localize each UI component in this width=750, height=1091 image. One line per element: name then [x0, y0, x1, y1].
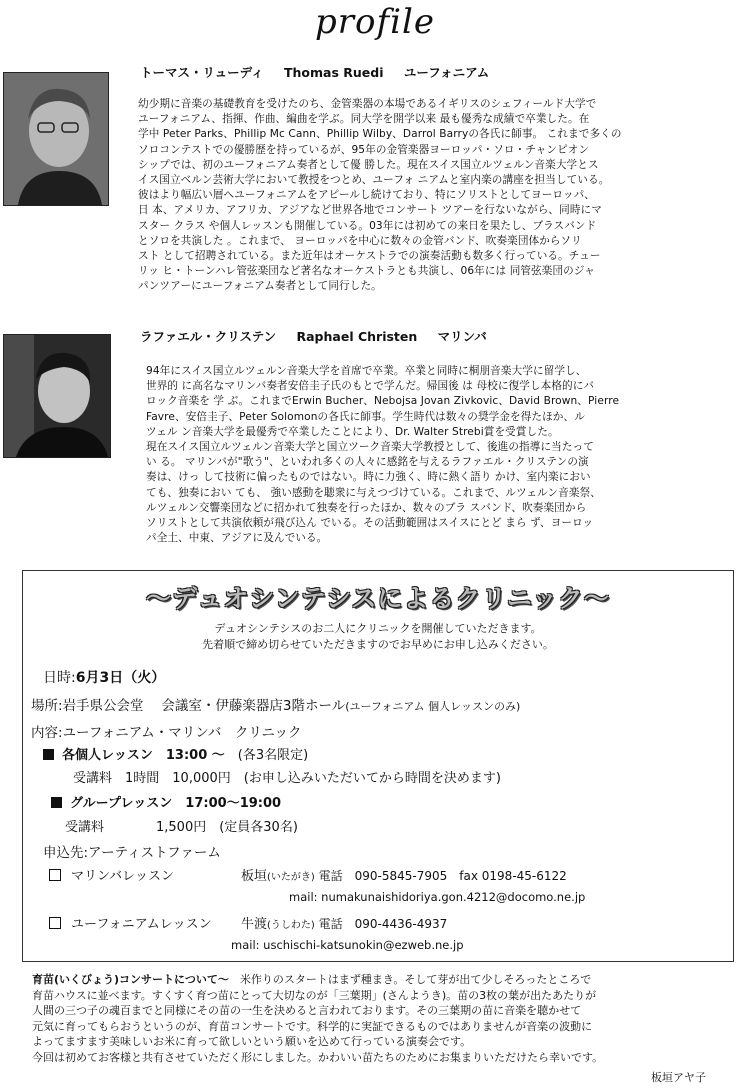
place-value: 岩手県公会堂 会議室・伊藤楽器店3階ホール [62, 698, 346, 714]
bio-line: ても、独奏におい ても、 強い感動を聴衆に与えつづけている。これまで、ルツェルン音楽祭、 [146, 486, 601, 499]
euphonium-contact-info: 電話 090-4436-4937 [314, 917, 448, 931]
bio-line: ソロコンテストでの優勝歴を持っているが、95年の金管楽器ヨーロッパ・ソロ・チャンピオン [138, 143, 590, 156]
bio-line: ソリストとして共演依頼が飛び込ん でいる。その活動範囲はスイスにとど まら ず、ヨーロッ [146, 517, 594, 530]
bio-line: い る。 マリンバが"歌う"、といわれ多くの人々に感銘を与えるラファエル・クリステンの演 [146, 456, 589, 469]
marimba-lesson-contact [49, 865, 567, 884]
clinic-intro [23, 621, 733, 653]
bio-line: 幼少期に音楽の基礎教育を受けたのち、金管楽器の本場であるイギリスのシェフィールド大学で [138, 98, 597, 110]
euphonium-contact-kana: (うしわた) [267, 920, 315, 931]
clinic-date [43, 667, 165, 687]
bio-line: とソロを共演した 。これまで、 ヨーロッパを中心に数々の金管バンド、吹奏楽団体からソリ [138, 234, 582, 247]
concert-line: 人間の三つ子の魂百までと同様にその苗の一生を決めると言われております。その三葉期の苗に音楽を聴かせて [32, 1004, 582, 1018]
artist2-name-en: Raphael Christen [296, 329, 418, 344]
group-lesson [51, 792, 281, 811]
bio-line: イス国立ベルン芸術大学において教授をつとめ、ユーフォ ニアムと室内楽の講座を担当している。 [138, 174, 610, 187]
bio-line: 彼はより幅広い層へユーフォニアムをアピールし続けており、特にソリストとしてヨーロッパ、 [138, 189, 595, 202]
bio-line: シップでは、初のユーフォニアム奏者として優 勝した。現在スイス国立ルツェルン音楽大学とス [138, 158, 599, 171]
bio-line: 世界的 に高名なマリンバ奏者安倍圭子氏のもとで学んだ。帰国後 は 母校に復学し本格的にバ [146, 380, 595, 393]
artist2-photo [3, 334, 111, 458]
intro-line: 先着順で締め切らせていただきますのでお早めにお申し込みください。 [202, 638, 554, 651]
bio-line: 学中 Peter Parks、Phillip Mc Cann、Phillip Wilby、Darrol Barryの各氏に師事。 これまで多くの [138, 128, 622, 141]
individual-title: 各個人レッスン 13:00 ～ [62, 748, 225, 763]
checkbox-square-icon [49, 917, 61, 929]
marimba-label: マリンバレッスン [71, 869, 174, 884]
artist2-bio [146, 364, 740, 546]
concert-title: 育苗(いくびょう)コンサートについて～ [32, 973, 229, 986]
page-title: profile [315, 2, 435, 42]
clinic-content [31, 721, 302, 741]
square-bullet-icon [51, 797, 62, 808]
clinic-box [22, 570, 734, 962]
concert-note [32, 972, 732, 1066]
individual-lesson [43, 744, 308, 763]
marimba-contact-kana: (いたがき) [267, 872, 315, 883]
artist1-bio [138, 97, 740, 295]
square-bullet-icon [43, 749, 54, 760]
artist1-name-jp: トーマス・リューディ [140, 65, 264, 80]
marimba-mail[interactable]: mail: numakunaishidoriya.gon.4212@docomo.ne.jp [289, 890, 586, 904]
bio-line: ツェル ン音楽大学を最優秀で卒業したことにより、Dr. Walter Strebi賞を受賞した。 [146, 425, 559, 438]
date-value: 6月3日（火） [75, 670, 166, 686]
bio-line: パンツアーにユーフォニアム奏者として同行した。 [138, 280, 382, 293]
concert-line: 元気に育ってもらおうというのが、育苗コンサートです。科学的に実証できるものではありませんが音楽の波動に [32, 1019, 593, 1033]
concert-line: よってますます美味しいお米に育って欲しいという願いを込めて行っている演奏会です。 [32, 1035, 472, 1049]
concert-line: 今回は初めてお客様と共有させていただく形にしました。かわいい苗たちのためにお集まりいただけたら幸いです。 [32, 1050, 604, 1064]
apply-to: 申込先:アーティストファーム [43, 845, 221, 861]
individual-note: (各3名限定) [224, 748, 309, 763]
concert-line: 米作りのスタートはまず種まき。そして芽が出て少しそろったところで [228, 973, 592, 986]
bio-line: 奏は、けっ して技術に偏ったものではない。時に力強く、時に熱く語り かけ、室内楽におい [146, 471, 591, 484]
bio-line: リッ ヒ・トーンハレ管弦楽団など著名なオーケストラとも共演し、06年には 同管弦楽団のジャ [138, 265, 596, 278]
group-fee: 受講料 1,500円 (定員各30名) [65, 820, 298, 835]
bio-line: ユーフォニアム、指揮、作曲、編曲を学ぶ。同大学を開学以来 最も優秀な成績で卒業した。在 [138, 113, 590, 126]
euphonium-contact-name: 牛渡 [241, 917, 268, 932]
artist1-instrument: ユーフォニアム [403, 65, 490, 80]
bio-line: 日 本、アメリカ、アフリカ、アジアなど世界各地でコンサート ツアーを行ないながら、同時にマ [138, 204, 602, 217]
bio-line: Favre、安倍圭子、Peter Solomonの各氏に師事。学生時代は数々の奨学金を得たほか、ル [146, 410, 585, 423]
clinic-place [31, 694, 520, 714]
artist2-instrument: マリンバ [437, 329, 487, 344]
group-title: グループレッスン 17:00～19:00 [70, 796, 282, 811]
artist1-heading [140, 63, 489, 81]
date-label: 日時: [43, 670, 76, 686]
intro-line: デュオシンテシスのお二人にクリニックを開催していただきます。 [214, 622, 542, 635]
bio-line: 94年にスイス国立ルツェルン音楽大学を首席で卒業。卒業と同時に桐朋音楽大学に留学し、 [146, 365, 587, 377]
bio-line: 現在スイス国立ルツェルン音楽大学と国立ツーク音楽大学教授として、後進の指導に当たって [146, 441, 594, 454]
content-label: 内容: [31, 725, 63, 741]
artist1-name-en: Thomas Ruedi [284, 65, 384, 80]
artist2-name-jp: ラファエル・クリステン [140, 329, 277, 344]
artist2-heading [140, 327, 487, 345]
bio-line: パ全土、中東、アジアに及んでいる。 [146, 532, 328, 545]
bio-line: ロック音楽を 学 ぶ。これまでErwin Bucher、Nebojsa Jovan Zivkovic、David Brown、Pierre [146, 395, 620, 408]
place-label: 場所: [31, 698, 63, 714]
euphonium-mail[interactable]: mail: uschischi-katsunokin@ezweb.ne.jp [231, 938, 464, 952]
checkbox-square-icon [49, 869, 61, 881]
marimba-contact-info: 電話 090-5845-7905 fax 0198-45-6122 [314, 869, 567, 883]
concert-line: 育苗ハウスに並べます。すくすく育つ苗にとって大切なのが「三葉期」(さんようき)。苗の3枚の葉が出たあたりが [32, 988, 597, 1002]
euphonium-lesson-contact [49, 913, 447, 932]
place-note: (ユーフォニアム 個人レッスンのみ) [345, 700, 521, 713]
signature: 板垣アヤ子 [651, 1071, 706, 1084]
euphonium-label: ユーフォニアムレッスン [71, 917, 212, 932]
bio-line: スト として招聘されている。また近年はオーケストラでの演奏活動も数多く行っている。チュー [138, 250, 601, 263]
bio-line: ルツェルン交響楽団などに招かれて独奏を行ったほか、数々のブラ スバンド、吹奏楽団から [146, 501, 587, 514]
content-value: ユーフォニアム・マリンバ クリニック [62, 725, 302, 741]
artist1-photo [3, 72, 109, 206]
bio-line: スター クラス や個人レッスンも開催している。03年には初めての来日を果たし、ブラスバンド [138, 219, 597, 232]
individual-fee: 受講料 1時間 10,000円 (お申し込みいただいてから時間を決めます) [73, 771, 501, 786]
clinic-banner: ～デュオシンテシスによるクリニック～ [146, 584, 610, 613]
marimba-contact-name: 板垣 [241, 869, 268, 884]
